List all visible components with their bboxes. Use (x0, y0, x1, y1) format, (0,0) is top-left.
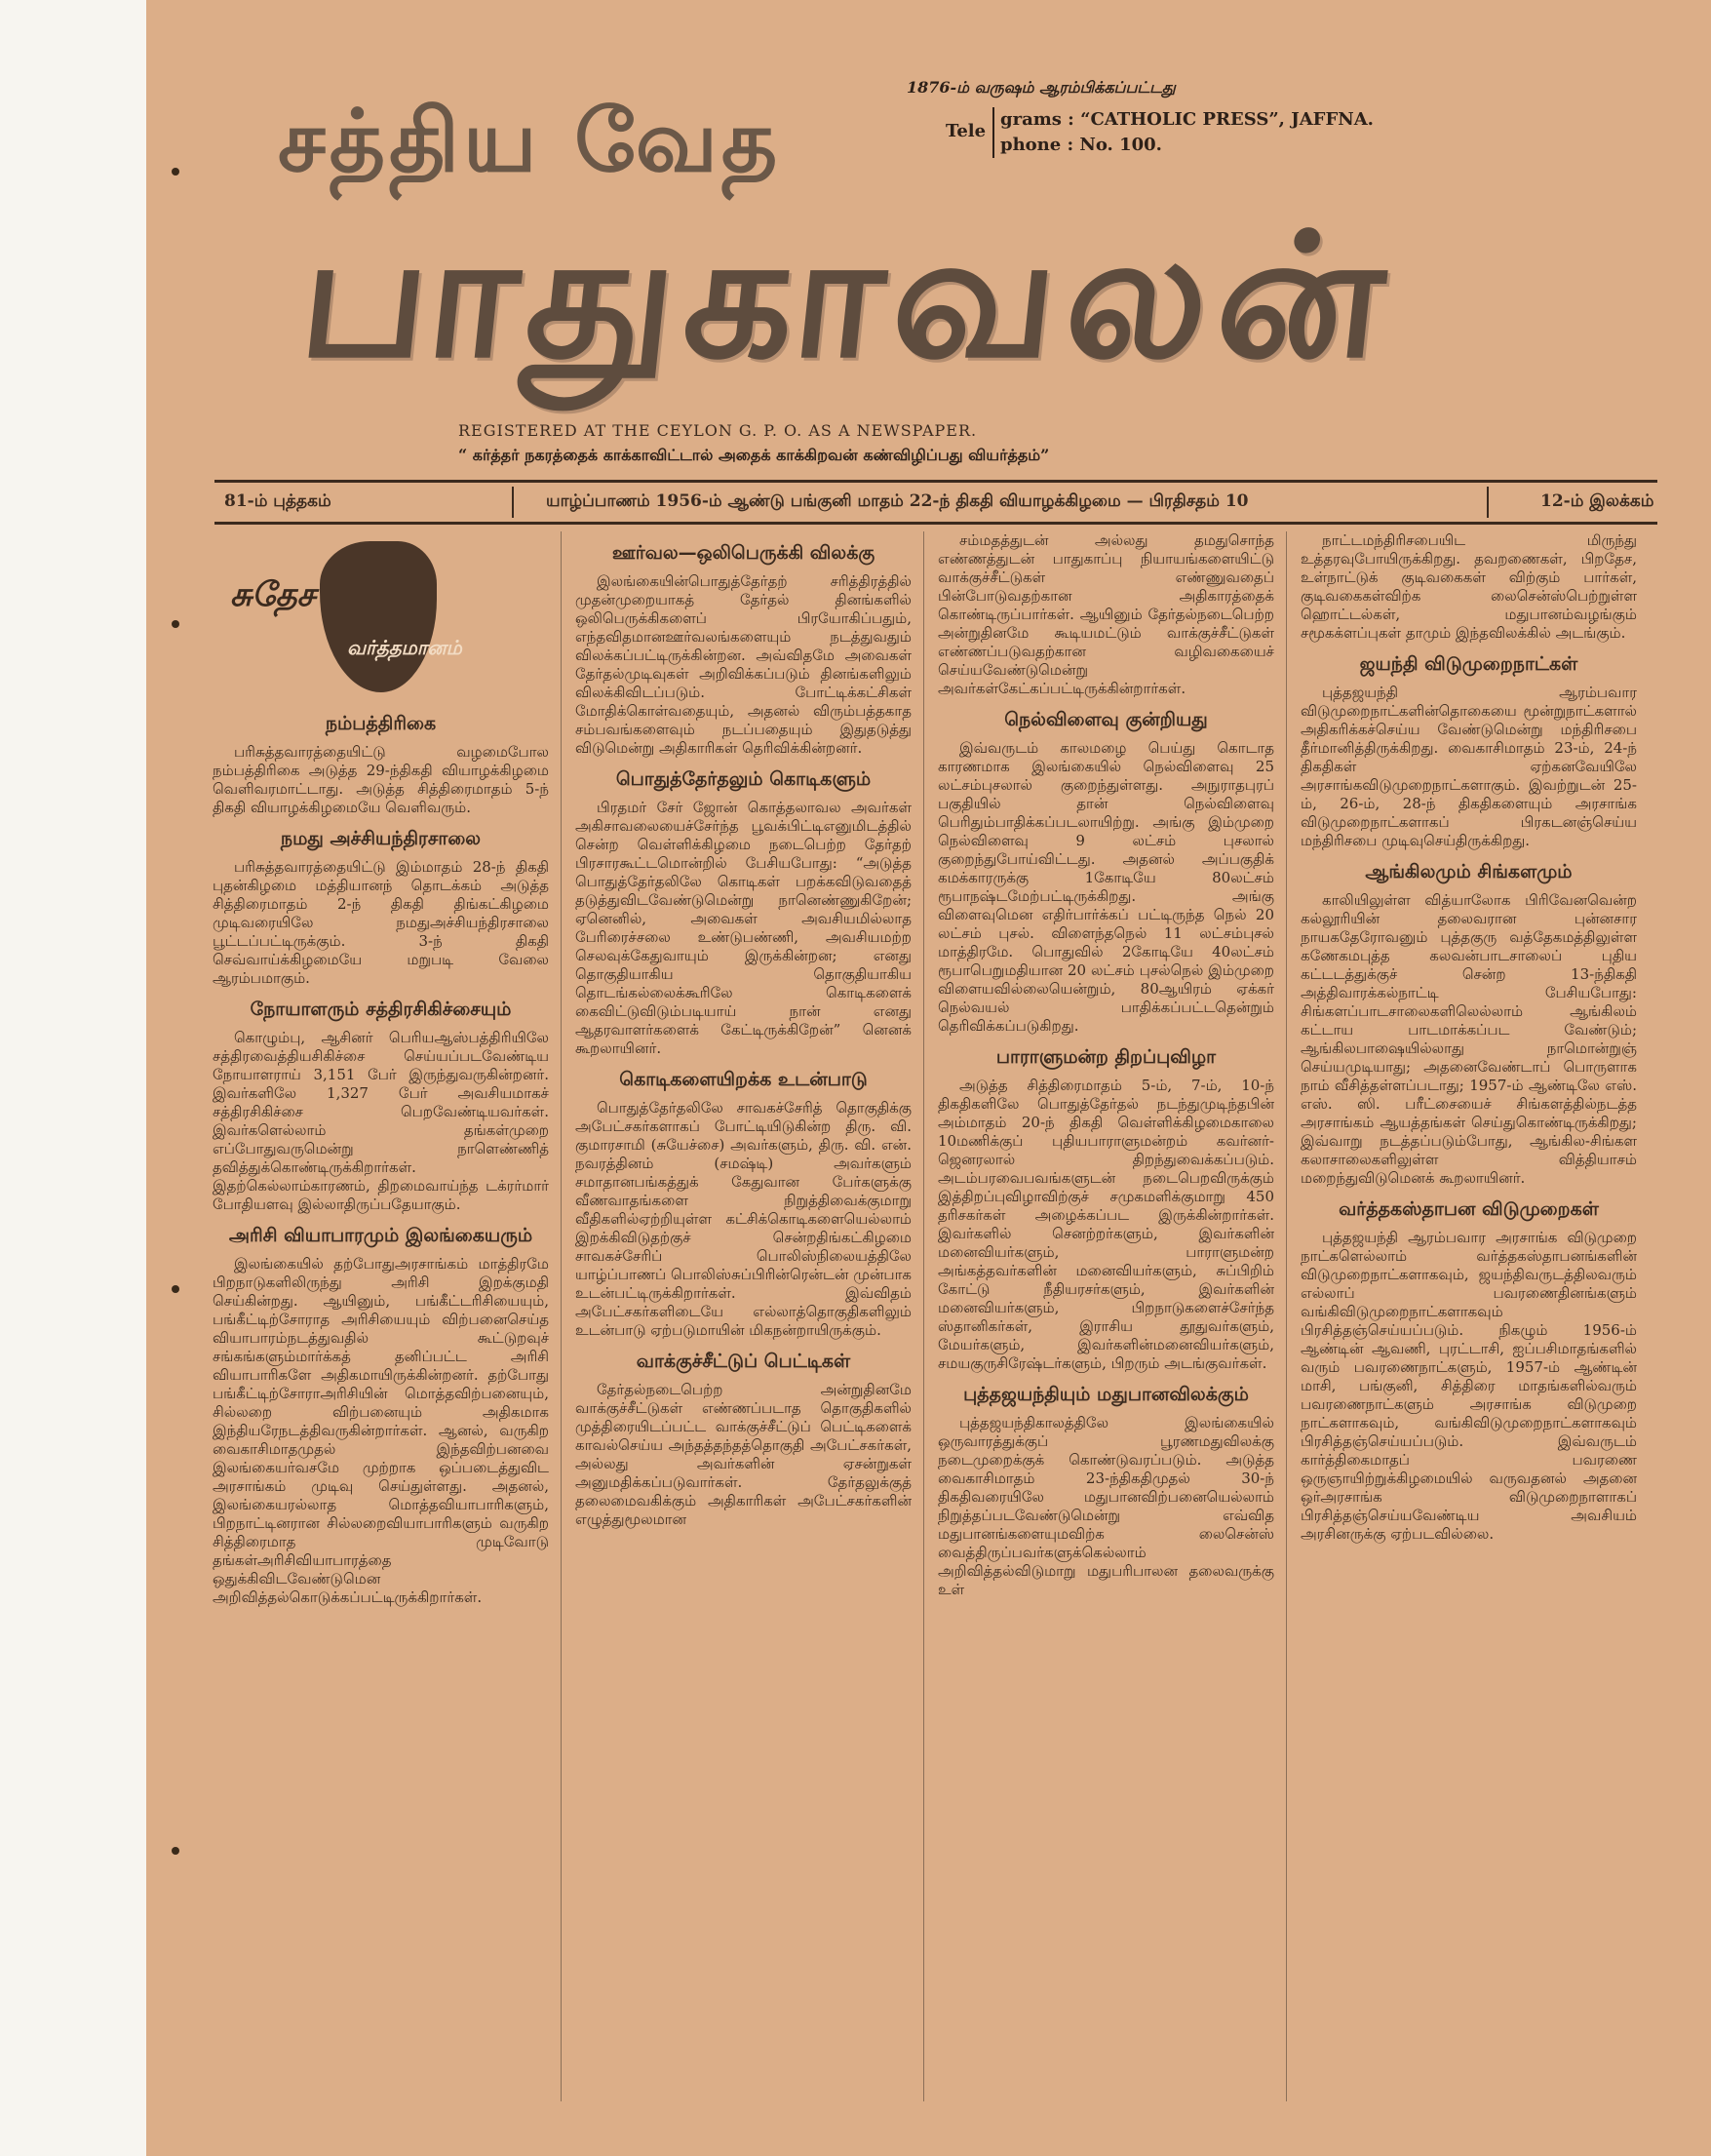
registration-line: REGISTERED AT THE CEYLON G. P. O. AS A NEWSPAPER. (458, 421, 978, 440)
article-heading: நம்பத்திரிகை (325, 713, 437, 734)
article-heading: ஆங்கிலமும் சிங்களமும் (1365, 861, 1573, 882)
binding-margin (0, 0, 146, 2156)
column-4 (1301, 531, 1637, 2101)
article-heading: வர்த்தகஸ்தாபன விடுமுறைகள் (1339, 1198, 1599, 1220)
article-heading: நெல்விளைவு குன்றியது (1004, 709, 1208, 730)
article-body: புத்தஜயந்தி ஆரம்பவார அரசாங்க விடுமுறை நாட்களெல்லாம் வர்த்தகஸ்தாபனங்களின் விடுமுறைநாட்களாகவும், ஜயந்திவருடத்திலவரும் எல்லாப் பவரணைதினங்களும் வங்கிவிடுமுறைநாட்களாகவும் பிரசித்தஞ்செய்யப்படும். நிகழும் 1956-ம் ஆண்டின் ஆவணி, புரட்டாசி, ஐப்பசிமாதங்களில் வரும் பவரணைநாட்களும், 1957-ம் ஆண்டின் மாசி, பங்குனி, சித்திரை மாதங்களில்வரும் பவரணைநாட்களும் அரசாங்க விடுமுறை நாட்களாகவும், வங்கிவிடுமுறைநாட்களாகவும் பிரசித்தஞ்செய்யப்படும். இவ்வருடம் கார்த்திகைமாதப் பவரணை ஒருஞாயிற்றுக்கிழமையில் வருவதனல் அதனை ஒர்அரசாங்க விடுமுறைநாளாகப் பிரசித்தஞ்செய்யவேண்டிய அவசியம் அரசினருக்கு ஏற்படவில்லை. (1301, 1229, 1637, 1543)
tele-lines (992, 107, 1374, 158)
logo-text-top: சுதேச (230, 575, 316, 614)
article-body: சம்மதத்துடன் அல்லது தமதுசொந்த எண்ணத்துடன் பாதுகாப்பு நியாயங்களையிட்டு வாக்குச்சீட்டுகள் எண்ணுவதைப் பின்போடுவதற்கான அதிகாரத்தைக் கொண்டிருப்பார்கள். ஆயினும் தேர்தல்நடைபெற்ற அன்றுதினமே கூடியமட்டும் வாக்குச்சீட்டுகள் எண்ணப்படுவதற்கான வழிவகையைச் செய்யவேண்டுமென்று அவர்கள்கேட்கப்பட்டிருக்கின்றார்கள். (938, 531, 1274, 697)
issue-date: யாழ்ப்பாணம் 1956-ம் ஆண்டு பங்குனி மாதம் 22-ந் திகதி வியாழக்கிழமை — பிரதிசதம் 10 (546, 491, 1249, 511)
column-1 (213, 531, 549, 2101)
column-rule (923, 531, 924, 2101)
column-3 (938, 531, 1274, 2101)
column-rule (561, 531, 562, 2101)
issue-info-bar (214, 480, 1657, 525)
column-rule (1286, 531, 1287, 2101)
article-heading: புத்தஜயந்தியும் மதுபானவிலக்கும் (963, 1384, 1249, 1405)
article-body: இலங்கையின்பொதுத்தேர்தற் சரித்திரத்தில் முதன்முறையாகத் தேர்தல் தினங்களில் ஒலிபெருக்கிகளைப் பிரயோகிப்பதும், எந்தவிதமானஊர்வலங்களையும் நடத்துவதும் விலக்கப்பட்டிருக்கின்றன. அவ்விதமே அவைகள் தேர்தல்முடிவுகள் அறிவிக்கப்படும் தினங்களிலும் விலக்கிவிடப்படும். போட்டிக்கட்சிகள் மோதிக்கொள்வதையும், அதனல் விரும்பத்தகாத சம்பவங்களைவும் நடப்பதையும் இதுதடுத்து விடுமென்று அதிகாரிகள் தெரிவிக்கின்றனர். (575, 572, 912, 757)
ceylon-map-icon (320, 541, 437, 692)
article-body: புத்தஜயந்திகாலத்திலே இலங்கையில் ஒருவாரத்துக்குப் பூரணமதுவிலக்கு நடைமுறைக்குக் கொண்டுவரப்படும். அடுத்த வைகாசிமாதம் 23-ந்திகதிமுதல் 30-ந் திகதிவரையிலே மதுபானவிற்பனையெல்லாம் நிறுத்தப்படவேண்டுமென்று எவ்வித மதுபானங்களையுமவிற்க லைசென்ஸ் வைத்திருப்பவர்களுக்கெல்லாம் அறிவித்தல்விடுமாறு மதுபரிபாலன தலைவருக்கு உள் (938, 1414, 1274, 1598)
punch-hole (172, 620, 179, 628)
article-body: பொதுத்தேர்தலிலே சாவகச்சேரித் தொகுதிக்கு அபேட்சகர்களாகப் போட்டியிடுகின்ற திரு. வி. குமாரசாமி (சுயேச்சை) அவர்களும், திரு. வி. என். நவரத்தினம் (சமஷ்டி) அவர்களும் சமாதானபங்கத்துக் கேதுவான பேர்களுக்கு வீணவாதங்களை நிறுத்திவைக்குமாறு வீதிகளில்ஏற்றியுள்ள கட்சிக்கொடிகளையெல்லாம் இறக்கிவிடுதற்குச் சென்றதிங்கட்கிழமை சாவகச்சேரிப் பொலிஸ்நிலையத்திலே யாழ்ப்பாணப் பொலிஸ்சுப்பிரின்ரென்டன் முன்பாக உடன்பட்டிருக்கிறார்கள். இவ்விதம் அபேட்சகர்களிடையே எல்லாத்தொகுதிகளிலும் உடன்பாடு ஏற்படுமாயின் மிகநன்றாயிருக்கும். (575, 1099, 912, 1339)
article-body: புத்தஜயந்தி ஆரம்பவார விடுமுறைநாட்களின்தொகையை மூன்றுநாட்களால் அதிகரிக்கச்செய்ய வேண்டுமென்று மந்திரிசபை தீர்மானித்திருக்கிறது. வைகாசிமாதம் 23-ம், 24-ந் திகதிகள் ஏற்கனவேயிலே அரசாங்கவிடுமுறைநாட்களாகும். இவற்றுடன் 25-ம், 26-ம், 28-ந் திகதிகளையும் அரசாங்க விடுமுறைநாட்களாகப் பிரகடனஞ்செய்ய மந்திரிசபை முடிவுசெய்திருக்கிறது. (1301, 684, 1637, 849)
motto-line: “ கர்த்தர் நகரத்தைக் காக்காவிட்டால் அதைக் காக்கிறவன் கண்விழிப்பது வியர்த்தம்” (458, 446, 1050, 464)
article-body: இலங்கையில் தற்போதுஅரசாங்கம் மாத்திரமே பிறநாடுகளிலிருந்து அரிசி இறக்குமதி செய்கின்றது. ஆயினும், பங்கீட்டரிசியையும், பங்கீட்டிற்சோராத அரிசியையும் விற்பனைசெய்த வியாபாரம்நடத்துவதில் கூட்டுறவுச் சங்கங்களும்மார்க்கத் தனிப்பட்ட அரிசி வியாபாரிகளே அதிகமாயிருக்கின்றனர். தற்போது பங்கீட்டிற்சோராஅரிசியின் மொத்தவிற்பனையும், சில்லறை விற்பனையும் அதிகமாக இந்தியரேநடத்திவருகின்றார்கள். ஆனல், வருகிற வைகாசிமாதமுதல் இந்தவிற்பனவை இலங்கையர்வசமே முற்றாக ஒப்படைத்துவிட அரசாங்கம் முடிவு செய்துள்ளது. அதனல், இலங்கையரல்லாத மொத்தவியாபாரிகளும், பிறநாட்டினரான சில்லறைவியாபாரிகளும் வருகிற சித்திரைமாத முடிவோடு தங்கள்அரிசிவியாபாரத்தை ஒதுக்கிவிடவேண்டுமென அறிவித்தல்கொடுக்கப்பட்டிருக்கிறார்கள். (213, 1255, 549, 1606)
telegrams-line: grams : “CATHOLIC PRESS”, JAFFNA. (1000, 109, 1374, 130)
founded-line: 1876-ம் வருஷம் ஆரம்பிக்கப்பட்டது (907, 78, 1176, 97)
article-body: பரிசுத்தவாரத்தையிட்டு வழமைபோல நம்பத்திரிகை அடுத்த 29-ந்திகதி வியாழக்கிழமை வெளிவரமாட்டாது. அடுத்த சித்திரைமாதம் 5-ந் திகதி வியாழக்கிழமையே வெளிவரும். (213, 743, 549, 816)
newspaper-page (146, 0, 1711, 2156)
article-heading: கொடிகளையிறக்க உடன்பாடு (619, 1069, 868, 1090)
tele-label: Tele (946, 121, 987, 141)
article-heading: நமது அச்சியந்திரசாலை (280, 828, 482, 849)
issue-number: 12-ம் இலக்கம் (1540, 491, 1654, 511)
column-2 (575, 531, 912, 2101)
article-body: இவ்வருடம் காலமழை பெய்து கொடாத காரணமாக இலங்கையில் நெல்விளைவு 25 லட்சம்புசலால் குறைந்துள்ளது. அநுராதபுரப் பகுதியில் தான் நெல்விளைவு பெரிதும்பாதிக்கப்படலாயிற்று. அங்கு இம்முறை நெல்விளைவு 9 லட்சம் புசலால் குறைந்துபோய்விட்டது. அதனல் அப்பகுதிக் கமக்காரருக்கு 1கோடியே 80லட்சம் ரூபாநஷ்டமேற்பட்டிருக்கிறது. அங்கு விளைவுமென எதிர்பார்க்கப் பட்டிருந்த நெல் 20 லட்சம் புசல். விளைந்தநெல் 11 லட்சம்புசல் மாத்திரமே. பொதுவில் 2கோடியே 40லட்சம் ரூபாபெறுமதியான 20 லட்சம் புசல்நெல் இம்முறை விளையவில்லையென்றும், 80ஆயிரம் ஏக்கர் நெல்வயல் பாதிக்கப்பட்டதென்றும் தெரிவிக்கப்படுகிறது. (938, 739, 1274, 1035)
divider (512, 487, 514, 518)
divider (1487, 487, 1489, 518)
telephone-line: phone : No. 100. (1000, 135, 1162, 155)
punch-hole (172, 1847, 179, 1855)
masthead-subtitle: சத்திய வேத (278, 91, 782, 191)
article-body: கொழும்பு, ஆசினர் பெரியஆஸ்பத்திரியிலே சத்திரவைத்தியசிகிச்சை செய்யப்படவேண்டிய நோயாளராய் 3,151 பேர் இருந்துவருகின்றனர். இவர்களிலே 1,327 பேர் அவசியமாகச் சத்திரசிகிச்சை பெறவேண்டியவர்கள். இவர்களெல்லாம் தங்கள்முறை எப்போதுவருமென்று நாளெண்ணித் தவித்துக்கொண்டிருக்கிறார்கள். இதற்கெல்லாம்காரணம், திறமைவாய்ந்த டக்ரர்மார் போதியளவு இல்லாதிருப்பதேயாகும். (213, 1029, 549, 1213)
section-logo (213, 531, 549, 702)
article-body: நாட்டமந்திரிசபையிட மிருந்து உத்தரவுபோயிருக்கிறது. தவறணைகள், பிறதேச, உள்நாட்டுக் குடிவகைகள் விற்கும் பார்கள், குடிவகைகள்விற்க லைசென்ஸ்பெற்றுள்ள ஹொட்டல்கள், மதுபானம்வழங்கும் சமூகக்ளப்புகள் தாமும் இந்தவிலக்கில் அடங்கும். (1301, 531, 1637, 642)
article-heading: ஊர்வல—ஒலிபெருக்கி விலக்கு (611, 542, 875, 564)
article-heading: நோயாளரும் சத்திரசிகிச்சையும் (250, 999, 512, 1020)
volume-number: 81-ம் புத்தகம் (224, 491, 331, 511)
punch-hole (172, 1285, 179, 1293)
article-heading: பொதுத்தேர்தலும் கொடிகளும் (615, 768, 872, 790)
punch-hole (172, 168, 179, 176)
article-body: பிரதமர் சேர் ஜோன் கொத்தலாவல அவர்கள் அகிசாவலையைச்சேர்ந்த பூவக்பிட்டிஎனுமிடத்தில் சென்ற வெள்ளிக்கிழமை நடைபெற்ற தேர்தற் பிரசாரகூட்டமொன்றில் பேசியபோது: “அடுத்த பொதுத்தேர்தலிலே கொடிகள் பறக்கவிடுவதைத் தடுத்துவிடவேண்டுமென்று நானெண்ணுகிறேன்; ஏனெனில், அவைகள் அவசியமில்லாத பேரிரைச்சலை உண்டுபண்ணி, அவசியமற்ற செலவுக்கேதுவாயும் இருக்கின்றன; எனது தொகுதியாகிய தொகுதியாகிய தொடங்கல்லைக்கூரிலே கொடிகளைக் கைவிட்டுவிடும்படியாய் நான் எனது ஆதரவாளர்களைக் கேட்டிருக்கிறேன்” னெனக் கூறலாயினர். (575, 799, 912, 1057)
article-heading: பாராளுமன்ற திறப்புவிழா (995, 1046, 1217, 1068)
article-heading: வாக்குச்சீட்டுப் பெட்டிகள் (636, 1351, 851, 1372)
article-heading: அரிசி வியாபாரமும் இலங்கையரும் (228, 1225, 533, 1246)
article-body: பரிசுத்தவாரத்தையிட்டு இம்மாதம் 28-ந் திகதி புதன்கிழமை மத்தியானந் தொடக்கம் அடுத்த சித்திரைமாதம் 2-ந் திகதி திங்கட்கிழமை முடிவரையிலே நமதுஅச்சியந்திரசாலை பூட்டப்பட்டிருக்கும். 3-ந் திகதி செவ்வாய்க்கிழமையே மறுபடி வேலை ஆரம்பமாகும். (213, 858, 549, 987)
article-body: தேர்தல்நடைபெற்ற அன்றுதினமே வாக்குச்சீட்டுகள் எண்ணப்படாத தொகுதிகளில் முத்திரையிடப்பட்ட வாக்குச்சீட்டுப் பெட்டிகளைக் காவல்செய்ய அந்தத்தந்தத்தொகுதி அபேட்சகர்கள், அல்லது அவர்களின் ஏசன்றுகள் அனுமதிக்கப்படுவார்கள். தேர்தலுக்குத் தலைமைவகிக்கும் அதிகாரிகள் அபேட்சகர்களின் எழுத்துமூலமான (575, 1381, 912, 1528)
article-body: காலியிலுள்ள வித்யாலோக பிரிவேனவென்ற கல்லூரியின் தலைவரான புன்னசார நாயகதேரோவனும் புத்தகுரு வத்தேகமத்திலுள்ள கணேகமபுத்த கலவன்பாடசாலைப் புதிய கட்டடத்துக்குச் சென்ற 13-ந்திகதி அத்திவாரக்கல்நாட்டி பேசியபோது: சிங்களப்பாடசாலைகளிலெல்லாம் ஆங்கிலம் கட்டாய பாடமாக்கப்பட வேண்டும்; ஆங்கிலபாஷையில்லாது நாமொன்றுஞ் செய்யமுடியாது; அதனைவேண்டாப் பொருளாக நாம் வீசித்தள்ளப்படாது; 1957-ம் ஆண்டிலே எஸ். எஸ். ஸி. பரீட்சையைச் சிங்களத்தில்நடத்த அரசாங்கம் ஆயத்தங்கள் செய்துகொண்டிருக்கிறது; இவ்வாறு நடத்தப்படும்போது, ஆங்கில-சிங்கள கலாசாலைகளிலுள்ள வித்தியாசம் மறைந்துவிடுமெனக் கூறலாயினர். (1301, 891, 1637, 1187)
article-heading: ஜயந்தி விடுமுறைநாட்கள் (1359, 653, 1578, 675)
article-body: அடுத்த சித்திரைமாதம் 5-ம், 7-ம், 10-ந் திகதிகளிலே பொதுத்தேர்தல் நடந்துமுடிந்தபின் அம்மாதம் 20-ந் திகதி வெள்ளிக்கிழமைகாலை 10மணிக்குப் புதியபாராளுமன்றம் கவர்னர்-ஜெனரலால் திறந்துவைக்கப்படும். அடம்பரவைபவங்களுடன் நடைபெறவிருக்கும் இத்திறப்புவிழாவிற்குச் சமுகமளிக்குமாறு 450 தரிசகர்கள் அழைக்கப்பட இருக்கின்றார்கள். இவர்களில் செனற்றர்களும், இவர்களின் மனைவியர்களும், பாராளுமன்ற அங்கத்தவர்களின் மனைவியர்களும், சுப்பிறிம் கோட்டு நீதியரசர்களும், இவர்களின் மனைவியர்களும், பிறநாடுகளைச்சேர்ந்த ஸ்தானிகர்கள், இராசிய தூதுவர்களும், மேயர்களும், இவர்களின்மனைவியர்களும், சமயகுருசிரேஷ்டர்களும், பிறரும் அடங்குவர்கள். (938, 1077, 1274, 1372)
logo-text-bottom: வர்த்தமானம் (347, 636, 462, 659)
masthead-title: பாதுகாவலன் (292, 198, 1404, 396)
